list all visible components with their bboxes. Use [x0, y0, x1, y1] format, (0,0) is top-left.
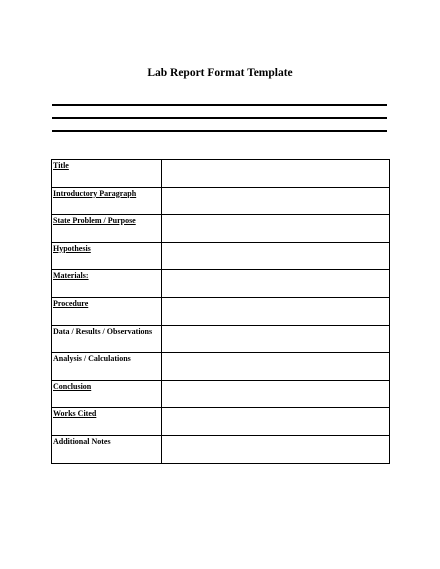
- table-row: [52, 380, 390, 408]
- row-entry-cell[interactable]: [162, 160, 390, 188]
- row-entry-cell[interactable]: [162, 187, 390, 215]
- table-row: [52, 325, 390, 353]
- table-row: [52, 242, 390, 270]
- row-entry-cell[interactable]: [162, 380, 390, 408]
- table-row: [52, 353, 390, 381]
- row-label: Procedure: [53, 298, 89, 308]
- table-row: [52, 408, 390, 436]
- row-entry-cell[interactable]: [162, 242, 390, 270]
- row-entry-cell[interactable]: [162, 408, 390, 436]
- row-label: Additional Notes: [53, 436, 111, 446]
- row-label-cell: [52, 353, 162, 381]
- table-row: [52, 297, 390, 325]
- row-label-cell: [52, 297, 162, 325]
- table-row: [52, 160, 390, 188]
- blank-line-1[interactable]: [52, 104, 387, 106]
- blank-line-2[interactable]: [52, 117, 387, 119]
- row-entry-cell[interactable]: [162, 435, 390, 463]
- row-entry-cell[interactable]: [162, 325, 390, 353]
- row-label-cell: [52, 380, 162, 408]
- row-label: Analysis / Calculations: [53, 354, 131, 364]
- row-label-cell: [52, 325, 162, 353]
- row-label: State Problem / Purpose: [53, 216, 136, 226]
- table-row: [52, 215, 390, 243]
- row-label: Works Cited: [53, 409, 97, 419]
- row-label: Conclusion: [53, 381, 92, 391]
- row-label: Materials:: [53, 271, 89, 281]
- row-label-cell: [52, 270, 162, 298]
- row-entry-cell[interactable]: [162, 215, 390, 243]
- lab-report-table: [51, 159, 390, 464]
- row-label-cell: [52, 435, 162, 463]
- document-title: Lab Report Format Template: [147, 67, 293, 79]
- row-entry-cell[interactable]: [162, 353, 390, 381]
- row-label-cell: [52, 187, 162, 215]
- row-label: Hypothesis: [53, 243, 91, 253]
- row-label-cell: [52, 242, 162, 270]
- row-label-cell: [52, 160, 162, 188]
- table-row: [52, 435, 390, 463]
- row-label: Title: [53, 161, 69, 170]
- row-entry-cell[interactable]: [162, 297, 390, 325]
- table-row: [52, 270, 390, 298]
- table-row: [52, 187, 390, 215]
- row-label: Data / Results / Observations: [53, 326, 153, 336]
- row-label: Introductory Paragraph: [53, 188, 137, 198]
- blank-line-3[interactable]: [52, 130, 387, 132]
- row-label-cell: [52, 215, 162, 243]
- row-entry-cell[interactable]: [162, 270, 390, 298]
- row-label-cell: [52, 408, 162, 436]
